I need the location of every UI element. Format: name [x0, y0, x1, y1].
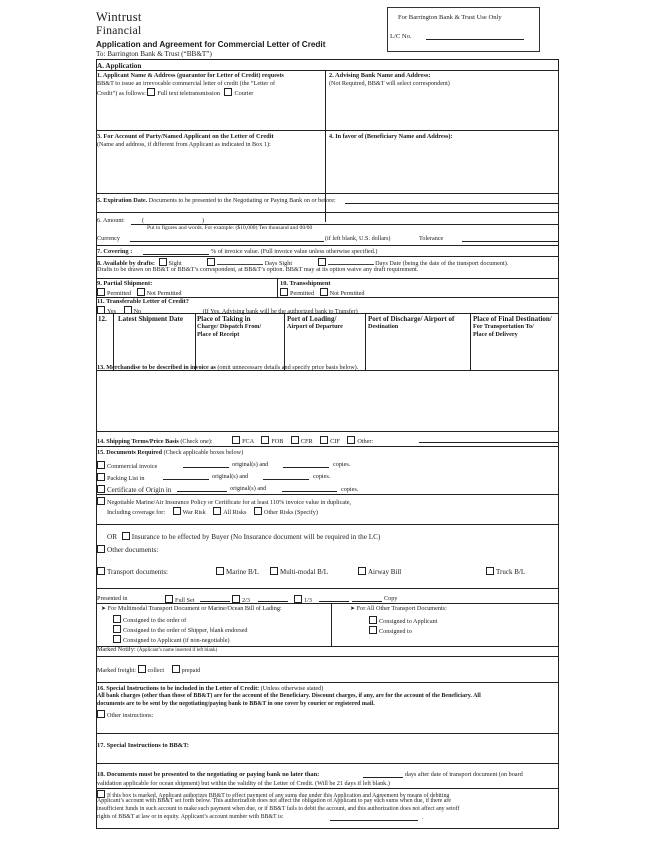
or-label: OR [107, 533, 117, 541]
divider [113, 313, 114, 370]
cif-checkbox[interactable] [320, 436, 328, 444]
consigned-shipper-checkbox[interactable] [113, 625, 121, 633]
courier-label: Courier [234, 90, 254, 97]
war-risk-label: War Risk [182, 509, 206, 516]
box1-line3 [97, 88, 253, 97]
box16-line [97, 685, 323, 692]
box9-options [97, 288, 182, 297]
divider [331, 603, 332, 647]
box15-note: (Check applicable boxes below) [163, 449, 244, 456]
box1-line1: 1. Applicant Name & Address (guarantor for Letter of Credit) requests [97, 72, 284, 79]
divider [277, 278, 278, 298]
packing-list-checkbox[interactable] [97, 473, 105, 481]
prepaid-label: prepaid [181, 667, 201, 674]
consigned-order-label: Consigned to the order of [123, 617, 187, 624]
box5-text: Documents to be presented to the Negotiating or Paying Bank on or before: [148, 197, 336, 204]
insurance-label: Negotiable Marine/Air Insurance Policy or Certificate for at least 110% invoice value in duplicate, [107, 499, 352, 506]
lc-no-field[interactable] [426, 39, 524, 40]
box13-title: 13. Merchandise to be described in invoice as [97, 364, 216, 371]
divider [470, 313, 471, 370]
box18-para2: Applicant’s account with BB&T set forth below. This authorization does not affect the obligation of Applicant to pay such sums when due, if there are [97, 798, 451, 804]
full-text-checkbox[interactable] [147, 88, 155, 96]
ci-copies-label: copies. [333, 461, 351, 468]
box3-note: (Name and address, if different from Applicant as indicated in Box 1): [97, 141, 271, 148]
box3-title: 3. For Account of Party/Named Applicant on the Letter of Credit [97, 133, 274, 140]
divider [195, 313, 196, 370]
box16-other-row [97, 710, 153, 719]
amount-label: 6. Amount: [97, 217, 125, 224]
trans-not-permitted-checkbox[interactable] [320, 288, 328, 296]
box2-title: 2. Advising Bank Name and Address: [329, 72, 431, 79]
consigned-to-option [369, 626, 412, 635]
prepaid-checkbox[interactable] [172, 665, 180, 673]
currency-label: Currency [97, 235, 121, 242]
cfr-label: CFR [300, 438, 313, 445]
pl-copies-field[interactable] [263, 479, 309, 480]
col3-line1: Port of Loading/ [287, 315, 337, 323]
cert-origin-row [97, 485, 171, 494]
airway-bill-option [358, 567, 401, 576]
auto-debit-checkbox[interactable] [97, 790, 105, 798]
box16-bold2: documents are to be sent by the negotiating/paying bank to BB&T in one cover by courier or registered mail. [97, 701, 375, 707]
divider [96, 763, 558, 764]
consigned-applicant-nn-checkbox[interactable] [113, 635, 121, 643]
pl-originals-label: original(s) and [212, 473, 249, 480]
divider [96, 588, 558, 589]
box1-line3-text: Credit”) as follows: [97, 90, 146, 97]
divider [96, 446, 558, 447]
box12-col3 [287, 315, 343, 331]
days-after-field[interactable] [363, 777, 403, 778]
col5-line1: Place of Final Destination/ [473, 315, 552, 323]
commercial-invoice-checkbox[interactable] [97, 461, 105, 469]
box9-title: 9. Partial Shipment: [97, 280, 153, 287]
col2-line3: Place of Receipt [197, 331, 240, 338]
fob-label: FOB [271, 438, 284, 445]
trans-permitted-checkbox[interactable] [280, 288, 288, 296]
days-sight-field[interactable] [217, 258, 263, 265]
marked-notify-label: Marked Notify: [97, 646, 136, 653]
partial-permitted-checkbox[interactable] [97, 288, 105, 296]
divider [96, 70, 558, 71]
multimodal-bl-checkbox[interactable] [270, 567, 278, 575]
col5-line3: Place of Delivery [473, 331, 518, 338]
co-copies-label: copies. [341, 486, 359, 493]
box12-num: 12. [98, 315, 107, 323]
days-sight-checkbox[interactable] [207, 258, 215, 266]
box12-col2 [197, 315, 261, 339]
coverage-label: Including coverage for: [107, 509, 166, 516]
sight-label: Sight [168, 260, 182, 267]
marked-freight-row [97, 665, 200, 674]
partial-not-permitted-label: Not Permitted [146, 290, 182, 297]
box8-line2: Drafts to be drawn on BB&T or BB&T’s correspondent, at BB&T’s option. BB&T may at its option waive any draft requirement. [97, 266, 419, 273]
insurance-checkbox[interactable] [97, 497, 105, 505]
ci-copies-field[interactable] [283, 467, 329, 468]
two-thirds-checkbox[interactable] [232, 595, 240, 603]
box14-line [97, 436, 373, 445]
buyer-insurance-label: Insurance to be effected by Buyer (No Insurance document will be required in the LC) [131, 533, 381, 541]
col3-line2: Airport of Departure [287, 323, 343, 330]
divider [96, 788, 558, 789]
divider [96, 733, 558, 734]
other-terms-field[interactable] [419, 442, 558, 443]
amount-paren-close: ) [202, 217, 205, 224]
consigned-shipper-label: Consigned to the order of Shipper, blank endorsed [123, 627, 248, 634]
fca-checkbox[interactable] [232, 436, 240, 444]
currency-field[interactable] [130, 241, 324, 242]
full-set-field[interactable] [200, 601, 230, 602]
divider [96, 494, 558, 495]
box11-title: 11. Transferable Letter of Credit? [97, 298, 189, 305]
marked-freight-label: Marked freight: [97, 667, 137, 674]
cfr-checkbox[interactable] [291, 436, 299, 444]
marked-notify-row [97, 646, 217, 654]
fca-label: FCA [242, 438, 254, 445]
divider [365, 313, 366, 370]
collect-checkbox[interactable] [138, 665, 146, 673]
divider [96, 278, 558, 279]
one-third-checkbox[interactable] [294, 595, 302, 603]
lc-no-label: L/C No. [390, 33, 412, 40]
partial-permitted-label: Permitted [107, 290, 132, 297]
box5-title: 5. Expiration Date. [97, 197, 148, 204]
box18-after: days after date of transport document (on board [405, 771, 523, 778]
buyer-insurance-checkbox[interactable] [122, 532, 130, 540]
ci-originals-field[interactable] [183, 467, 229, 468]
marine-bl-checkbox[interactable] [216, 567, 224, 575]
truck-bl-checkbox[interactable] [486, 567, 494, 575]
transport-docs-checkbox[interactable] [97, 567, 105, 575]
consigned-applicant-nn-label: Consigned to Applicant (if non-negotiable) [123, 637, 230, 644]
to-line: To: Barrington Bank & Trust (“BB&T”) [96, 50, 212, 58]
presented-in-label: Presented in [97, 595, 128, 602]
other-risks-checkbox[interactable] [254, 507, 262, 515]
divider [96, 313, 558, 314]
collect-label: collect [147, 667, 165, 674]
logo-line-1: Wintrust [96, 10, 142, 24]
all-risks-checkbox[interactable] [213, 507, 221, 515]
form-bottom-border [96, 828, 558, 829]
full-set-checkbox[interactable] [165, 595, 173, 603]
divider [96, 212, 558, 213]
divider [96, 682, 558, 683]
box10-title: 10. Transshipment [280, 280, 331, 287]
covering-field[interactable] [143, 254, 209, 255]
bank-use-label: For Barrington Bank & Trust Use Only [398, 14, 502, 21]
box4-title: 4. In favor of (Beneficiary Name and Address): [329, 133, 453, 140]
consigned-applicant-option [369, 616, 437, 625]
covering-label: 7. Covering : [97, 248, 133, 255]
divider [96, 193, 558, 194]
ci-originals-label: original(s) and [232, 461, 269, 468]
buyer-insurance-row [107, 532, 380, 541]
amount-hint: Put in figures and words. For example: ($10,000) Ten thousand and 00/00 [147, 225, 313, 231]
co-copies-field[interactable] [282, 491, 337, 492]
other-terms-label: Other: [357, 438, 374, 445]
truck-bl-label: Truck B/L [496, 568, 526, 576]
marine-bl-label: Marine B/L [226, 568, 259, 576]
box16-title: 16. Special Instructions to be included in the Letter of Credit: [97, 685, 260, 692]
section-a-title: A. Application [97, 62, 142, 70]
transferable-note: (If Yes, Advising bank will be the authorized bank to Transfer) [202, 308, 358, 315]
box12-col5 [473, 315, 552, 339]
other-terms-checkbox[interactable] [347, 436, 355, 444]
consigned-order-checkbox[interactable] [113, 615, 121, 623]
transport-docs-label: Transport documents: [107, 568, 168, 576]
box18-para1-text: If this box is marked, Applicant authorizes BB&T to effect payment of any sums due under this Application and Agreement by means of debiting [107, 793, 450, 799]
other-docs-label: Other documents: [107, 546, 159, 554]
arrow-icon: ➤ [101, 605, 107, 612]
page-title: Application and Agreement for Commercial Letter of Credit [96, 40, 326, 49]
airway-bill-label: Airway Bill [368, 568, 402, 576]
two-thirds-field[interactable] [258, 601, 288, 602]
tolerance-field[interactable] [462, 241, 558, 242]
box17-title: 17. Special Instructions to BB&T: [97, 742, 190, 749]
sight-checkbox[interactable] [159, 258, 167, 266]
other-risks-label: Other Risks (Specify) [263, 509, 318, 516]
box15-line [97, 449, 243, 456]
divider [96, 245, 558, 246]
form-right-border [558, 59, 559, 829]
days-sight-label: Days Sight [264, 260, 293, 267]
col4-line2: Destination [368, 323, 399, 330]
consigned-order-option [113, 615, 186, 624]
other-instructions-checkbox[interactable] [97, 710, 105, 718]
multimodal-heading-text: For Multimodal Transport Document or Marine/Ocean Bill of Lading: [107, 605, 282, 612]
other-docs-row [97, 545, 158, 554]
logo-line-2: Financial [96, 25, 142, 37]
divider [96, 524, 558, 525]
consigned-applicant-nn-option [113, 635, 230, 644]
expiration-date-field[interactable] [345, 203, 558, 204]
drafts-label: 8. Available by drafts: [97, 260, 155, 267]
col2-line1: Place of Taking in [197, 315, 251, 323]
box1-line2: BB&T to issue an irrevocable commercial letter of credit (the “Letter of [97, 80, 276, 87]
cert-origin-label: Certificate of Origin in [107, 486, 172, 494]
cif-label: CIF [330, 438, 340, 445]
form-top-border [96, 59, 558, 60]
partial-not-permitted-checkbox[interactable] [137, 288, 145, 296]
multimodal-bl-label: Multi-modal B/L [280, 568, 329, 576]
transferable-yes-label: Yes [107, 308, 117, 315]
account-number-field[interactable] [330, 820, 418, 821]
divider [96, 603, 558, 604]
fob-checkbox[interactable] [261, 436, 269, 444]
other-instructions-label: Other instructions: [107, 712, 154, 719]
other-transport-heading-text: For All Other Transport Documents: [356, 605, 447, 612]
box15-title: 15. Documents Required [97, 449, 163, 456]
copy-label: Copy [384, 595, 398, 602]
consigned-shipper-option [113, 625, 248, 634]
cert-origin-checkbox[interactable] [97, 485, 105, 493]
trans-not-permitted-label: Not Permitted [329, 290, 365, 297]
days-date-field[interactable] [328, 258, 374, 265]
marine-bl-option [216, 567, 259, 576]
consigned-applicant-label: Consigned to Applicant [379, 618, 438, 625]
box18-line2: validation applicable for ocean shipment) but within the validity of the Letter of Credit. (Will be 21 days if left blank.) [97, 780, 390, 787]
box16-bold1: All bank charges (other than those of BB&T) are for the account of the Beneficiary. Discount charges, if any, are for the account of the Beneficiary. All [97, 693, 481, 699]
box12-col4 [368, 315, 454, 331]
box18-title: 18. Documents must be presented to the negotiating or paying bank no later than: [97, 771, 320, 778]
coverage-row [107, 507, 318, 516]
tolerance-label: Tolerance [419, 235, 444, 242]
truck-bl-option [486, 567, 525, 576]
divider [96, 130, 558, 131]
box14-note: (Check one): [180, 438, 213, 445]
consigned-to-checkbox[interactable] [369, 626, 377, 634]
amount-paren-open: ( [142, 217, 145, 224]
form-left-border [96, 59, 97, 829]
col4-line1: Port of Discharge/ Airport of [368, 315, 455, 323]
packing-list-label: Packing List in [107, 475, 145, 482]
co-originals-field[interactable] [177, 491, 227, 492]
one-third-label: 1/3 [304, 597, 312, 604]
box14-title: 14. Shipping Terms/Price Basis [97, 438, 179, 445]
multimodal-bl-option [270, 567, 328, 576]
box18-para4: rights of BB&T at law or in equity. Applicant’s account number with BB&T is: [97, 814, 284, 820]
insurance-row [97, 497, 351, 506]
marked-notify-field[interactable] [96, 656, 558, 657]
all-risks-label: All Risks [223, 509, 247, 516]
full-set-label: Full Set [175, 597, 195, 604]
courier-checkbox[interactable] [224, 88, 232, 96]
war-risk-checkbox[interactable] [173, 507, 181, 515]
other-transport-heading [350, 605, 447, 612]
other-docs-checkbox[interactable] [97, 545, 105, 553]
consigned-applicant-checkbox[interactable] [369, 616, 377, 624]
consigned-to-label: Consigned to [379, 628, 412, 635]
two-thirds-label: 2/3 [242, 597, 250, 604]
divider [284, 313, 285, 370]
transport-docs-row [97, 567, 168, 576]
full-text-label: Full text teletransmission [157, 90, 220, 97]
pl-copies-label: copies. [313, 473, 331, 480]
box2-note: (Not Required, BB&T will select correspondent) [329, 80, 450, 87]
box18-para3: insufficient funds in such account to make such payment when due, or if BB&T fails to debit the account, and this authorization does not affect any setoff [97, 806, 460, 812]
marked-notify-note: (Applicant’s name inserted if left blank) [137, 648, 218, 653]
arrow-icon: ➤ [350, 605, 356, 612]
one-third-field[interactable] [319, 601, 349, 602]
airway-bill-checkbox[interactable] [358, 567, 366, 575]
commercial-invoice-label: Commercial invoice [107, 463, 158, 470]
copy-field[interactable] [352, 601, 382, 602]
box16-note: (Unless otherwise stated) [260, 685, 324, 692]
col5-line2: For Transportation To/ [473, 323, 534, 330]
box5-line [97, 197, 336, 204]
transferable-no-label: No [133, 308, 142, 315]
divider [96, 256, 558, 257]
pl-originals-field[interactable] [163, 479, 209, 480]
box12-col1: Latest Shipment Date [118, 315, 183, 323]
days-date-label: Days Date (being the date of the transport document). [375, 260, 509, 267]
covering-text: % of invoice value. (Full invoice value unless otherwise specified.) [211, 248, 378, 255]
multimodal-heading [101, 605, 282, 612]
packing-list-row [97, 473, 144, 482]
col2-line2: Charge/ Dispatch From/ [197, 323, 262, 330]
currency-note: (if left blank, U.S. dollars) [325, 235, 391, 242]
box13-line [97, 364, 358, 371]
divider [96, 431, 558, 432]
co-originals-label: original(s) and [230, 485, 267, 492]
account-period: . [422, 814, 424, 821]
commercial-invoice-row [97, 461, 157, 470]
box13-note: (omit unnecessary details and specify price basis below). [217, 364, 359, 371]
days-date-checkbox[interactable] [318, 258, 326, 266]
trans-permitted-label: Permitted [290, 290, 315, 297]
box10-options [280, 288, 365, 297]
